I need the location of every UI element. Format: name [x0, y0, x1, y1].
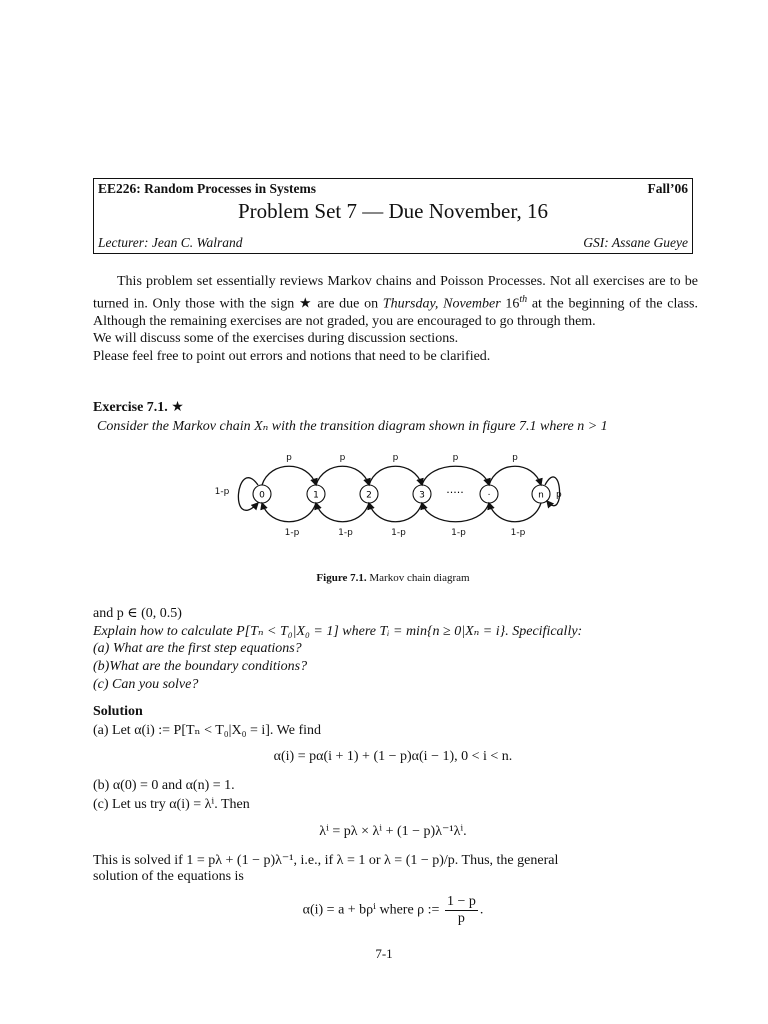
due-date-suffix: th — [519, 293, 528, 305]
left-loop-label: 1-p — [214, 487, 230, 497]
backward-arc — [489, 503, 541, 522]
backward-arc — [369, 503, 422, 522]
exercise-heading-label: Exercise 7.1. — [93, 400, 168, 415]
due-date-number: 16 — [505, 296, 520, 312]
equation-end: . — [479, 902, 484, 918]
header-box — [93, 178, 693, 254]
intro-feedback: Please feel free to point out errors and notions that need to be clarified. — [93, 348, 491, 364]
solution-text-line: This is solved if 1 = pλ + (1 − p)λ⁻¹, i.e., if λ = 1 or λ = (1 − p)/p. Thus, the general — [93, 853, 559, 868]
transition-arcs — [238, 466, 559, 522]
question-c: (c) Can you solve? — [93, 677, 199, 692]
gsi-label: GSI: Assane Gueye — [583, 235, 688, 250]
ellipsis-dots: ····· — [446, 486, 464, 499]
backward-arc — [262, 503, 316, 522]
forward-arc — [316, 466, 369, 485]
intro-text-part: are due on — [317, 296, 379, 312]
equation-lambda: λⁱ = pλ × λⁱ + (1 − p)λ⁻¹λⁱ. — [319, 824, 467, 839]
forward-label: p — [512, 453, 518, 463]
backward-label: 1-p — [451, 528, 466, 538]
intro-paragraph — [93, 273, 698, 330]
forward-arc — [369, 466, 422, 485]
lecturer-label: Lecturer: Jean C. Walrand — [98, 235, 243, 250]
fraction-numerator: 1 − p — [446, 894, 476, 909]
fraction-denominator: p — [457, 911, 465, 926]
state-label: 3 — [419, 490, 425, 501]
forward-arc — [489, 466, 541, 485]
exercise-condition: and p ∈ (0, 0.5) — [93, 606, 182, 621]
intro-text — [93, 273, 698, 365]
state-label: 0 — [259, 490, 265, 501]
equation-fraction — [445, 894, 478, 927]
exercise-explain: Explain how to calculate P[Tₙ < T₀|X₀ = 1] where Tᵢ = min{n ≥ 0|Xₙ = i}. Specifically: — [93, 624, 583, 639]
due-date: Thursday, November — [382, 296, 501, 312]
equation-general-solution — [93, 894, 693, 927]
term-label: Fall’06 — [647, 181, 688, 196]
intro-text-part: This problem set essentially reviews Markov chains and Poisson Processes. Not all exercises are to be turned in. Only those with the sign — [93, 274, 698, 312]
backward-label: 1-p — [338, 528, 353, 538]
solution-text — [93, 852, 698, 885]
page-number: 7-1 — [375, 946, 393, 961]
equation-lhs: α(i) = a + bρⁱ where ρ := — [302, 902, 440, 918]
question-a: (a) What are the first step equations? — [93, 641, 302, 656]
backward-label: 1-p — [510, 528, 526, 538]
exercise-statement: Consider the Markov chain Xₙ with the transition diagram shown in figure 7.1 where n > 1 — [97, 419, 608, 434]
state-label: 1 — [313, 490, 319, 501]
backward-label: 1-p — [391, 528, 406, 538]
intro-text-part: at the beginning of the class. Although the remaining exercises are not graded, you are encouraged to go through them. — [93, 296, 699, 329]
figure-caption-label: Figure 7.1. — [316, 572, 367, 584]
state-nodes — [253, 485, 550, 503]
backward-arc — [422, 503, 489, 522]
markov-chain-diagram — [206, 446, 562, 542]
forward-label: p — [286, 453, 292, 463]
solution-c: (c) Let us try α(i) = λⁱ. Then — [93, 797, 250, 812]
figure-caption-text: Markov chain diagram — [369, 572, 470, 584]
course-title: EE226: Random Processes in Systems — [98, 181, 317, 196]
question-b: (b)What are the boundary conditions? — [93, 659, 308, 674]
forward-arc — [422, 466, 489, 485]
state-label: 2 — [366, 490, 372, 501]
forward-arc — [262, 466, 316, 485]
backward-arc — [316, 503, 369, 522]
solution-b: (b) α(0) = 0 and α(n) = 1. — [93, 778, 235, 793]
forward-label: p — [392, 453, 399, 463]
intro-discussion: We will discuss some of the exercises during discussion sections. — [93, 331, 459, 347]
forward-label: p — [452, 453, 459, 463]
state-label: n — [538, 490, 544, 501]
solution-a: (a) Let α(i) := P[Tₙ < T₀|X₀ = i]. We find — [93, 723, 322, 738]
right-loop-label: p — [556, 490, 562, 500]
state-label: · — [487, 490, 491, 501]
exercise-heading — [93, 399, 184, 416]
solution-heading: Solution — [93, 704, 143, 719]
star-icon: ★ — [298, 295, 313, 312]
equation-first-step: α(i) = pα(i + 1) + (1 − p)α(i − 1), 0 < i < n. — [273, 749, 513, 764]
problem-set-title: Problem Set 7 — Due November, 16 — [237, 199, 549, 223]
star-icon: ★ — [171, 399, 184, 415]
solution-text-line: solution of the equations is — [93, 869, 244, 884]
forward-label: p — [339, 453, 346, 463]
figure-caption — [93, 572, 693, 584]
backward-label: 1-p — [284, 528, 300, 538]
